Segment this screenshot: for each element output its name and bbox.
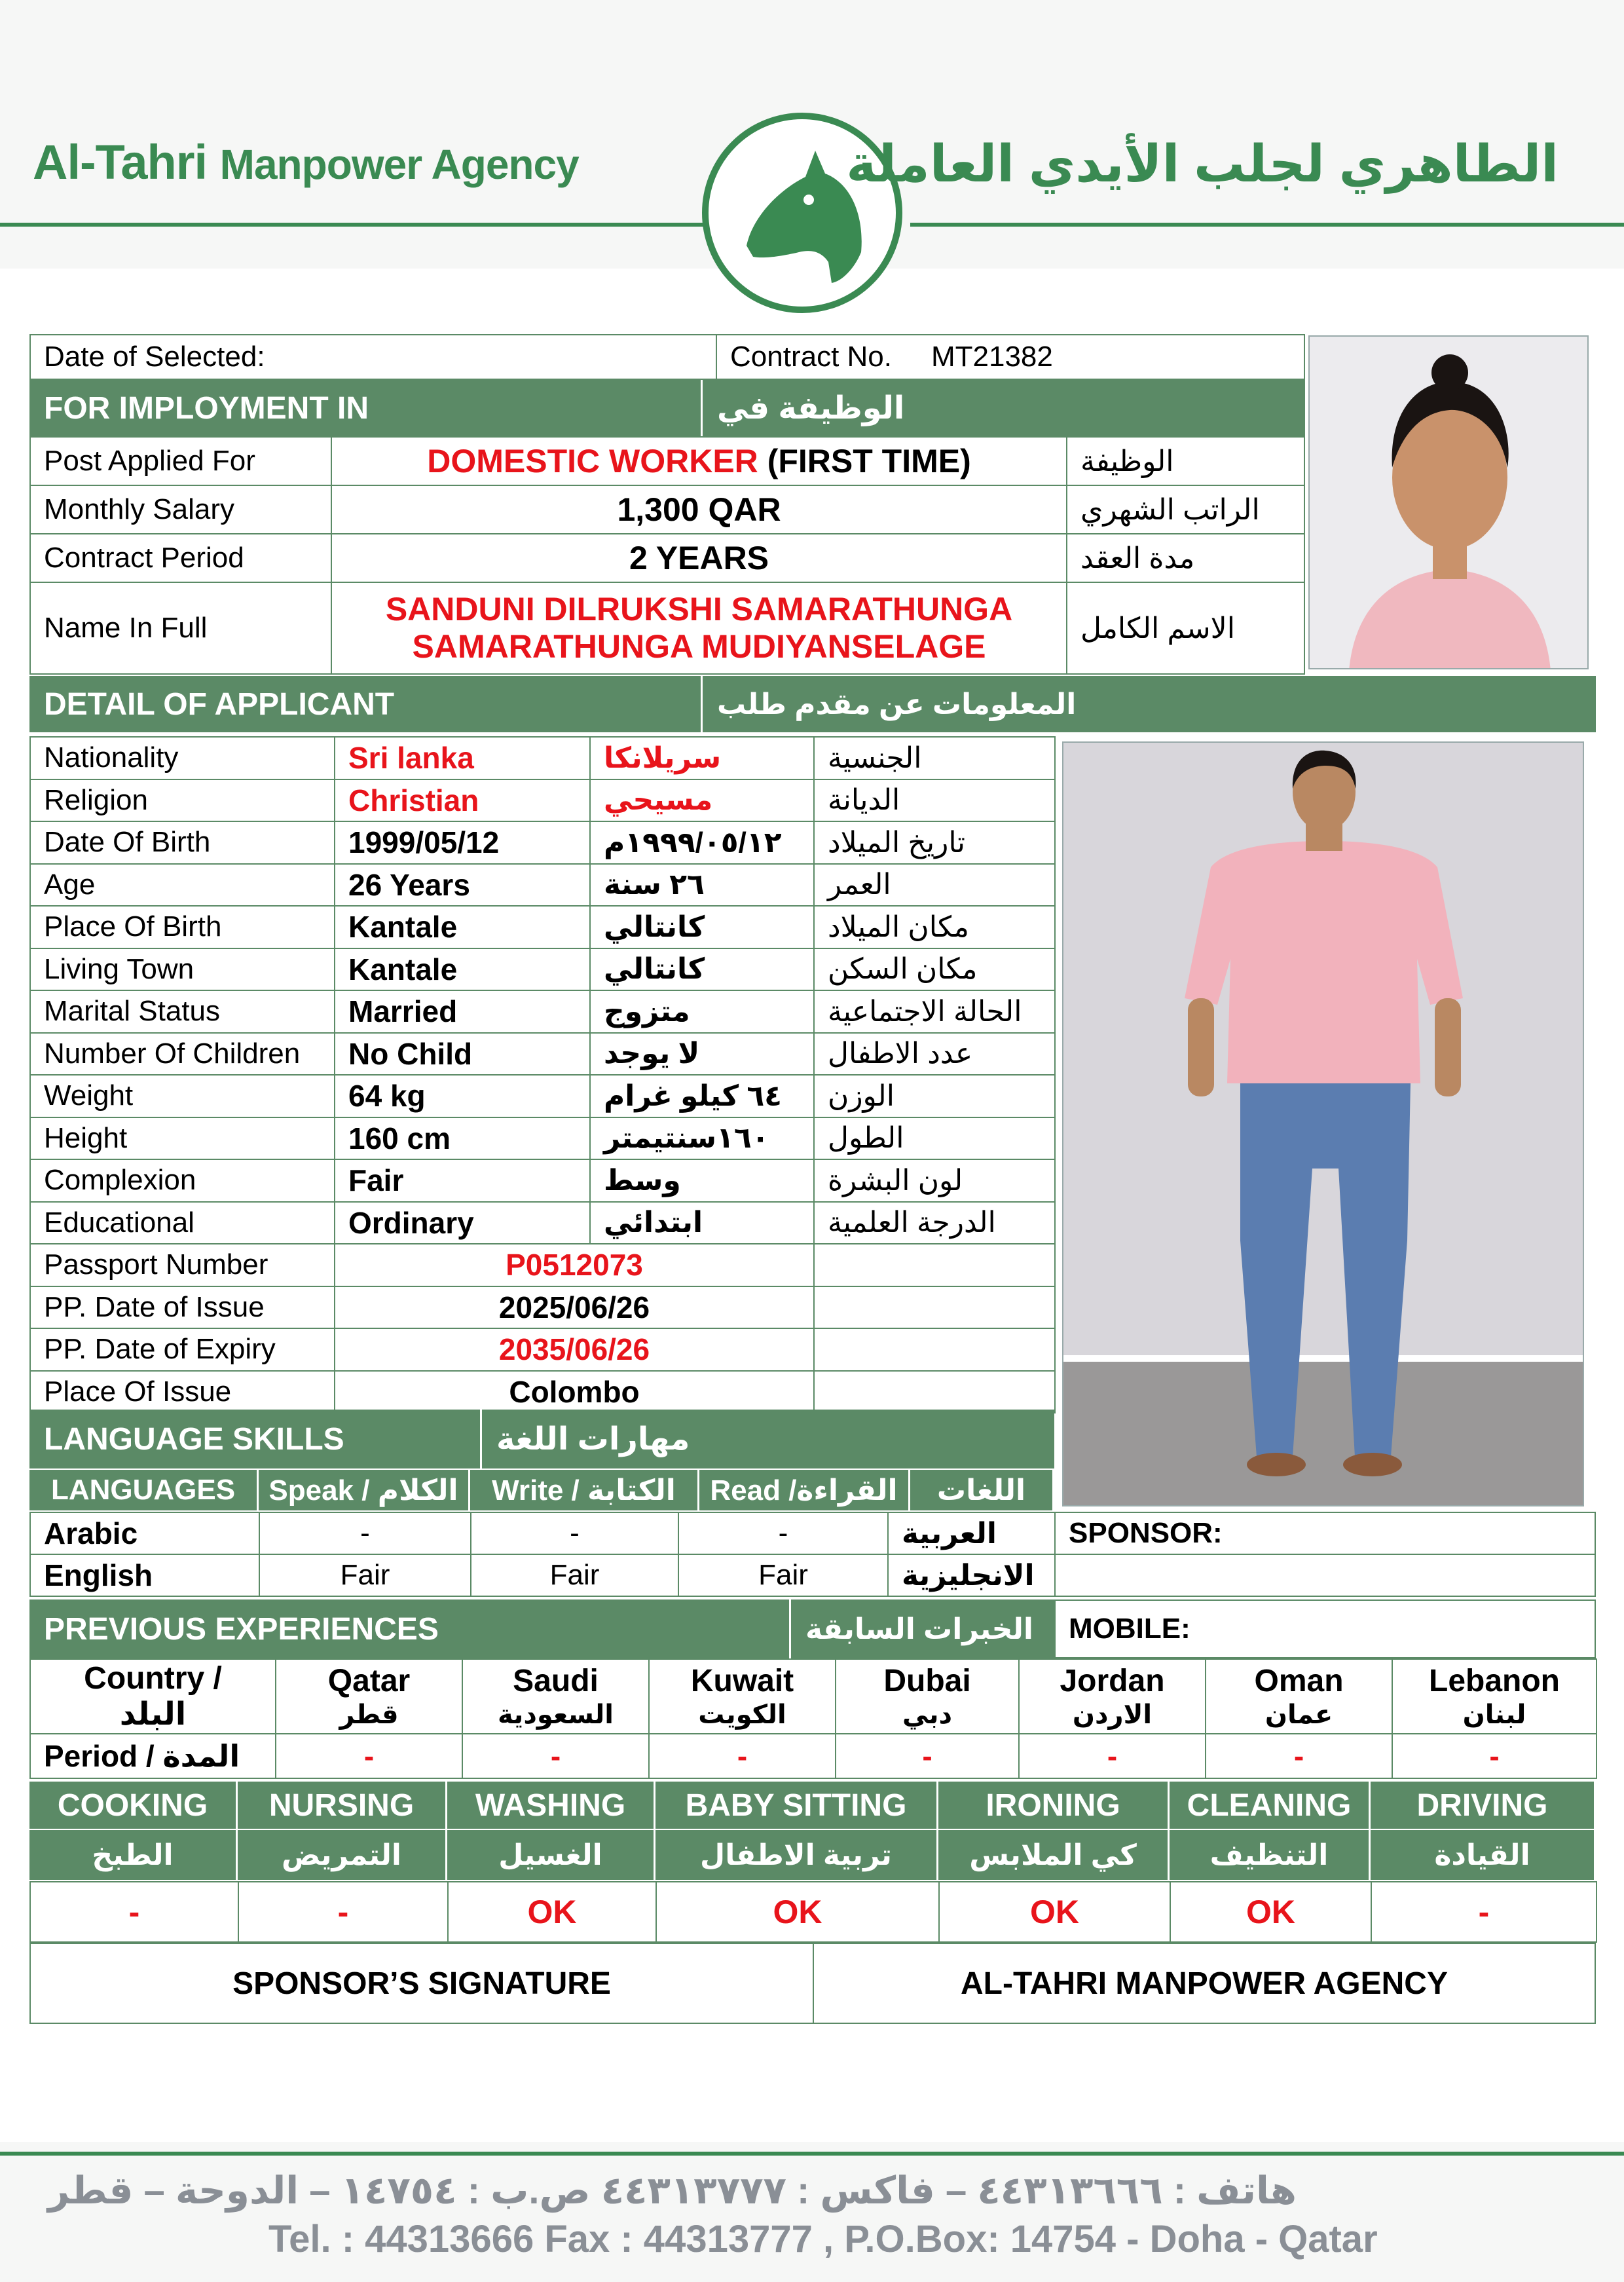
applicant-label-cell-text: Complexion: [44, 1164, 196, 1197]
language-header-text: LANGUAGES: [50, 1474, 236, 1506]
footer-ar: هاتف : ٤٤٣١٣٦٦٦ – فاكس : ٤٤٣١٣٧٧٧ ص.ب : ١٤٧٥٤ – الدوحة – قطر: [47, 2169, 1297, 2212]
applicant-label-ar-cell: [813, 779, 1056, 823]
experience-title-en: PREVIOUS EXPERIENCES: [44, 1611, 439, 1647]
skill-name-en-text: BABY SITTING: [685, 1787, 907, 1823]
employment-title-ar-cell: [703, 380, 1305, 436]
language-header: [29, 1470, 257, 1510]
skill-name-en: [655, 1782, 936, 1829]
applicant-label-cell: [29, 863, 335, 907]
applicant-value-cell: [334, 821, 591, 865]
applicant-value-cell: [334, 948, 591, 992]
applicant-label-ar-cell-text: مكان السكن: [828, 953, 978, 986]
country-ar: السعودية: [498, 1700, 614, 1729]
skill-name-en: [938, 1782, 1168, 1829]
period-label-ar: مدة العقد: [1080, 542, 1195, 574]
applicant-label-ar-cell: [813, 1201, 1056, 1245]
salary-label-ar-cell: [1066, 485, 1305, 534]
skill-name-en-text: CLEANING: [1187, 1787, 1352, 1823]
applicant-label-cell-text: Educational: [44, 1206, 194, 1239]
language-write-cell: [470, 1554, 679, 1597]
skill-name-en: [1170, 1782, 1369, 1829]
skill-value-cell-text: OK: [1246, 1894, 1295, 1930]
applicant-label-ar-cell-text: العمر: [828, 869, 891, 901]
applicant-label-ar-cell: [813, 905, 1056, 949]
country-cell: [275, 1658, 463, 1734]
post-label: Post Applied For: [44, 445, 255, 477]
applicant-value-ar-cell-text: سريلانكا: [604, 741, 722, 774]
skill-name-ar-text: التنظيف: [1209, 1839, 1329, 1871]
salary-label-cell: [29, 485, 332, 534]
post-value-cell: [331, 436, 1067, 486]
applicant-value-ar-cell: [589, 990, 815, 1034]
applicant-value-cell: [334, 1159, 591, 1203]
country-header-cell: [29, 1658, 276, 1734]
sponsor-label: SPONSOR:: [1069, 1517, 1223, 1549]
period-value-cell: [331, 533, 1067, 583]
applicant-label-ar-cell: [813, 1074, 1056, 1118]
skill-name-ar: [447, 1830, 654, 1880]
applicant-value-ar-cell: [589, 1032, 815, 1076]
skill-value-cell: [1371, 1881, 1597, 1943]
country-ar: عمان: [1264, 1700, 1333, 1729]
applicant-label-ar-cell: [813, 736, 1056, 780]
period-cell: [462, 1733, 650, 1779]
language-header-text: Speak / الكلام: [268, 1474, 458, 1506]
language-name-ar-cell: [887, 1512, 1056, 1555]
salary-value-cell: [331, 485, 1067, 534]
agency-name-en: [33, 134, 579, 190]
passport-blank-cell: [813, 1370, 1056, 1414]
applicant-label-ar-cell-text: الدرجة العلمية: [828, 1206, 996, 1239]
applicant-label-cell-text: Living Town: [44, 952, 194, 985]
applicant-value-ar-cell-text: ٦٤ كيلو غرام: [604, 1079, 783, 1112]
applicant-value-ar-cell: [589, 1117, 815, 1161]
applicant-value-ar-cell: [589, 863, 815, 907]
passport-value-cell-text: Colombo: [509, 1374, 640, 1409]
applicant-value-cell-text: Married: [348, 994, 458, 1029]
applicant-value-ar-cell-text: متزوج: [604, 995, 690, 1028]
skill-name-ar-text: الغسيل: [498, 1839, 602, 1871]
period-cell: [1205, 1733, 1393, 1779]
applicant-value-cell-text: Fair: [348, 1163, 404, 1198]
sponsor-signature-cell: [29, 1943, 814, 2024]
skill-name-en-text: DRIVING: [1416, 1787, 1548, 1823]
passport-value-cell: [334, 1370, 815, 1414]
country-ar: الاردن: [1072, 1700, 1153, 1729]
language-write-cell-text: -: [570, 1517, 580, 1549]
applicant-label-cell-text: Number Of Children: [44, 1037, 301, 1070]
language-speak-cell-text: -: [360, 1517, 370, 1549]
country-cell: [835, 1658, 1020, 1734]
period-label: Contract Period: [44, 542, 244, 574]
applicant-label-ar-cell-text: عدد الاطفال: [828, 1038, 973, 1070]
passport-label-cell: [29, 1243, 335, 1287]
contract-number: MT21382: [931, 341, 1053, 373]
language-name-cell-text: Arabic: [44, 1516, 138, 1550]
skill-value-cell: [29, 1881, 239, 1943]
applicant-value-ar-cell: [589, 1074, 815, 1118]
agency-name-en-sub: Manpower Agency: [219, 141, 579, 188]
applicant-label-ar-cell-text: لون البشرة: [828, 1164, 963, 1197]
passport-label-cell-text: PP. Date of Expiry: [44, 1333, 276, 1366]
date-selected-cell: [29, 334, 717, 380]
period-header-cell: [29, 1733, 276, 1779]
agency-signature: AL-TAHRI MANPOWER AGENCY: [961, 1966, 1448, 2001]
applicant-value-ar-cell: [589, 821, 815, 865]
applicant-label-cell: [29, 1201, 335, 1245]
language-name-ar-cell: [887, 1554, 1056, 1597]
language-header: [910, 1470, 1052, 1510]
language-name-ar-cell-text: العربية: [902, 1517, 997, 1550]
applicant-label-cell: [29, 1074, 335, 1118]
applicant-label-cell-text: Nationality: [44, 741, 179, 774]
period-cell: [648, 1733, 836, 1779]
skill-name-en-text: NURSING: [268, 1787, 415, 1823]
country-ar: لبنان: [1462, 1700, 1526, 1729]
applicant-value-ar-cell-text: لا يوجد: [604, 1038, 700, 1070]
passport-value-cell-text: 2025/06/26: [498, 1290, 650, 1324]
language-name-ar-cell-text: الانجليزية: [902, 1559, 1035, 1592]
applicant-label-cell: [29, 990, 335, 1034]
applicant-label-ar-cell-text: الجنسية: [828, 741, 922, 774]
skill-value-cell: [238, 1881, 449, 1943]
skill-name-ar-text: الطبخ: [92, 1839, 174, 1871]
name-label-ar: الاسم الكامل: [1080, 612, 1235, 645]
language-header-text: اللغات: [936, 1474, 1026, 1506]
country-cell: [1392, 1658, 1597, 1734]
skill-name-en: [447, 1782, 654, 1829]
full-body-photo: [1062, 741, 1584, 1506]
mobile-cell: [1054, 1599, 1596, 1658]
applicant-value-cell-text: No Child: [348, 1036, 473, 1071]
applicant-label-cell: [29, 1159, 335, 1203]
applicant-label-cell: [29, 1032, 335, 1076]
applicant-value-ar-cell: [589, 779, 815, 823]
country-cell: [462, 1658, 650, 1734]
applicant-value-cell: [334, 863, 591, 907]
applicant-value-ar-cell-text: ٢٦ سنة: [604, 869, 705, 901]
header-line-left: [0, 223, 714, 227]
applicant-value-ar-cell: [589, 736, 815, 780]
country-header-country_label_en: Country /: [84, 1660, 222, 1696]
post-value-black: (FIRST TIME): [758, 443, 971, 479]
country-en: Jordan: [1060, 1664, 1165, 1699]
skill-name-en-text: IRONING: [986, 1787, 1120, 1823]
applicant-label-ar-cell: [813, 990, 1056, 1034]
applicant-label-ar-cell: [813, 821, 1056, 865]
skill-name-ar: [238, 1830, 445, 1880]
sponsor-blank-cell: [1054, 1554, 1596, 1597]
applicant-label-cell: [29, 821, 335, 865]
applicant-value-ar-cell-text: وسط: [604, 1164, 681, 1197]
period-label-ar-cell: [1066, 533, 1305, 583]
applicant-value-ar-cell-text: مسيحي: [604, 784, 713, 817]
applicant-label-cell: [29, 948, 335, 992]
language-read-cell-text: Fair: [758, 1559, 808, 1591]
applicant-value-ar-cell: [589, 1159, 815, 1203]
language-name-cell: [29, 1512, 260, 1555]
country-cell: [1018, 1658, 1206, 1734]
skill-name-en: [238, 1782, 445, 1829]
applicant-value-ar-cell-text: كانتالي: [604, 953, 705, 986]
applicant-label-cell-text: Height: [44, 1121, 128, 1154]
language-title-en: LANGUAGE SKILLS: [44, 1421, 344, 1457]
applicant-label-ar-cell-text: الوزن: [828, 1079, 895, 1112]
footer-line: [0, 2152, 1624, 2156]
passport-blank-cell: [813, 1243, 1056, 1287]
skill-value-cell: [938, 1881, 1171, 1943]
applicant-value-cell-text: 26 Years: [348, 867, 470, 902]
skill-name-ar: [29, 1830, 236, 1880]
salary-label: Monthly Salary: [44, 493, 235, 525]
country-en: Kuwait: [690, 1664, 794, 1699]
name-value-cell: [331, 582, 1067, 675]
applicant-value-cell-text: 64 kg: [348, 1079, 426, 1113]
passport-value-cell-text: P0512073: [506, 1248, 643, 1282]
period-cell-text: -: [363, 1739, 375, 1773]
country-en: Dubai: [883, 1664, 971, 1699]
language-header-text: Write / الكتابة: [492, 1474, 676, 1506]
sponsor-signature: SPONSOR’S SIGNATURE: [232, 1966, 611, 2001]
period-cell-text: -: [737, 1739, 748, 1773]
name-line2: SAMARATHUNGA MUDIYANSELAGE: [412, 628, 986, 665]
skill-value-cell-text: -: [337, 1894, 349, 1930]
name-label: Name In Full: [44, 612, 208, 644]
applicant-value-cell-text: 1999/05/12: [348, 825, 500, 860]
applicant-label-cell-text: Weight: [44, 1079, 134, 1112]
applicant-value-ar-cell-text: ١٦٠سنتيمتر: [604, 1122, 769, 1155]
salary-label-ar: الراتب الشهري: [1080, 493, 1260, 526]
footer-en: Tel. : 44313666 Fax : 44313777 , P.O.Box: 14754 - Doha - Qatar: [268, 2218, 1378, 2260]
contract-label: Contract No.: [730, 341, 892, 373]
applicant-label-ar-cell-text: الديانة: [828, 784, 900, 817]
country-cell: [648, 1658, 836, 1734]
passport-label-cell: [29, 1370, 335, 1414]
contract-cell: [716, 334, 1305, 380]
portrait-photo: [1308, 335, 1589, 669]
applicant-value-cell: [334, 1074, 591, 1118]
skill-name-ar: [938, 1830, 1168, 1880]
period-cell-text: -: [922, 1739, 932, 1773]
period-cell-text: -: [1489, 1739, 1500, 1773]
employment-title-ar: الوظيفة في: [717, 391, 905, 426]
skill-name-ar-text: كي الملابس: [969, 1839, 1137, 1871]
applicant-label-ar-cell: [813, 948, 1056, 992]
applicant-label-cell-text: Marital Status: [44, 995, 220, 1028]
header-line-right: [910, 223, 1624, 227]
country-header-country_label_ar: البلد: [119, 1697, 187, 1732]
applicant-label-cell: [29, 736, 335, 780]
language-header: [470, 1470, 697, 1510]
skill-value-cell-text: OK: [527, 1894, 577, 1930]
skill-name-en-text: COOKING: [57, 1787, 208, 1823]
applicant-value-cell-text: Sri lanka: [348, 741, 474, 776]
passport-value-cell: [334, 1286, 815, 1330]
period-cell-text: -: [1293, 1739, 1304, 1773]
language-write-cell-text: Fair: [549, 1559, 600, 1591]
country-en: Lebanon: [1429, 1664, 1560, 1699]
country-ar: الكويت: [698, 1700, 786, 1729]
employment-title-en: FOR IMPLOYMENT IN: [44, 390, 369, 426]
country-ar: دبي: [902, 1700, 952, 1729]
applicant-value-cell: [334, 1117, 591, 1161]
name-line1: SANDUNI DILRUKSHI SAMARATHUNGA: [385, 590, 1013, 627]
applicant-label-cell: [29, 1117, 335, 1161]
applicant-value-cell: [334, 736, 591, 780]
applicant-value-cell: [334, 990, 591, 1034]
date-selected-label: Date of Selected:: [44, 341, 265, 373]
language-speak-cell: [259, 1554, 471, 1597]
period-label-cell: [29, 533, 332, 583]
applicant-label-ar-cell-text: الطول: [828, 1122, 904, 1155]
passport-label-cell-text: PP. Date of Issue: [44, 1290, 265, 1323]
language-header-text: Read /القراءة: [710, 1474, 898, 1506]
applicant-label-ar-cell-text: تاريخ الميلاد: [828, 826, 965, 859]
name-label-cell: [29, 582, 332, 675]
applicant-value-ar-cell: [589, 905, 815, 949]
applicant-title-ar-cell: [703, 676, 1596, 732]
skill-value-cell: [447, 1881, 657, 1943]
applicant-label-ar-cell-text: الحالة الاجتماعية: [828, 995, 1022, 1028]
experience-title-ar: الخبرات السابقة: [805, 1613, 1033, 1645]
agency-signature-cell: [813, 1943, 1596, 2024]
salary-value: 1,300 QAR: [617, 491, 781, 528]
name-label-ar-cell: [1066, 582, 1305, 675]
skill-value-cell-text: -: [128, 1894, 140, 1930]
language-speak-cell: [259, 1512, 471, 1555]
sponsor-cell: [1054, 1512, 1596, 1555]
post-label-cell: [29, 436, 332, 486]
skill-name-en: [1371, 1782, 1594, 1829]
country-cell: [1205, 1658, 1393, 1734]
language-read-cell-text: -: [778, 1517, 788, 1549]
passport-value-cell: [334, 1243, 815, 1287]
skill-value-cell-text: OK: [1030, 1894, 1079, 1930]
applicant-label-ar-cell: [813, 1032, 1056, 1076]
post-label-ar: الوظيفة: [1080, 445, 1174, 477]
language-title-ar: مهارات اللغة: [496, 1422, 690, 1457]
skill-value-cell-text: -: [1478, 1894, 1490, 1930]
post-value-red: DOMESTIC WORKER: [427, 443, 758, 479]
applicant-label-cell: [29, 905, 335, 949]
passport-label-cell: [29, 1328, 335, 1372]
period-value: 2 YEARS: [629, 540, 769, 576]
period-header-cell-text: Period / المدة: [44, 1739, 240, 1773]
skill-name-ar: [655, 1830, 936, 1880]
country-ar: قطر: [339, 1700, 399, 1729]
applicant-value-cell-text: Kantale: [348, 910, 458, 945]
country-en: Qatar: [327, 1664, 411, 1699]
period-cell: [1018, 1733, 1206, 1779]
language-name-cell: [29, 1554, 260, 1597]
skill-name-ar-text: التمريض: [282, 1839, 401, 1871]
passport-label-cell: [29, 1286, 335, 1330]
language-name-cell-text: English: [44, 1558, 153, 1592]
skill-name-ar-text: القيادة: [1434, 1839, 1530, 1871]
applicant-label-cell-text: Religion: [44, 783, 148, 816]
skill-value-cell: [1170, 1881, 1372, 1943]
country-en: Saudi: [513, 1664, 599, 1699]
skill-value-cell-text: OK: [773, 1894, 822, 1930]
applicant-value-cell-text: Christian: [348, 783, 479, 817]
applicant-value-ar-cell-text: كانتالي: [604, 910, 705, 943]
mobile-label: MOBILE:: [1069, 1613, 1190, 1645]
applicant-title-en: DETAIL OF APPLICANT: [44, 686, 395, 722]
passport-value-cell-text: 2035/06/26: [498, 1332, 650, 1367]
applicant-label-ar-cell-text: مكان الميلاد: [828, 910, 970, 943]
applicant-title-ar: المعلومات عن مقدم طلب: [717, 688, 1077, 720]
applicant-label-ar-cell: [813, 1159, 1056, 1203]
post-label-ar-cell: [1066, 436, 1305, 486]
applicant-value-cell: [334, 905, 591, 949]
passport-blank-cell: [813, 1328, 1056, 1372]
applicant-label-cell: [29, 779, 335, 823]
language-write-cell: [470, 1512, 679, 1555]
applicant-value-ar-cell-text: ١٩٩٩/٠٥/١٢م: [604, 826, 782, 859]
experience-title-ar-cell: [791, 1599, 1054, 1658]
agency-name-en-main: Al-Tahri: [33, 135, 208, 189]
applicant-value-ar-cell-text: ابتدائي: [604, 1206, 703, 1239]
applicant-value-ar-cell: [589, 1201, 815, 1245]
skill-name-ar: [1371, 1830, 1594, 1880]
skill-name-ar: [1170, 1830, 1369, 1880]
passport-value-cell: [334, 1328, 815, 1372]
skill-name-en: [29, 1782, 236, 1829]
period-cell-text: -: [1107, 1739, 1118, 1773]
language-read-cell: [678, 1512, 889, 1555]
applicant-label-cell-text: Date Of Birth: [44, 826, 211, 859]
language-header: [259, 1470, 468, 1510]
period-cell: [275, 1733, 463, 1779]
language-title-ar-cell: [482, 1410, 1054, 1468]
passport-label-cell-text: Place Of Issue: [44, 1375, 232, 1408]
applicant-label-ar-cell: [813, 863, 1056, 907]
applicant-label-cell-text: Place Of Birth: [44, 910, 222, 943]
applicant-value-cell-text: Ordinary: [348, 1205, 474, 1240]
applicant-value-cell-text: Kantale: [348, 952, 458, 986]
applicant-label-cell-text: Age: [44, 868, 96, 901]
agency-name-ar: الطاهري لجلب الأيدي العاملة: [846, 135, 1559, 193]
applicant-value-cell: [334, 1201, 591, 1245]
period-cell-text: -: [550, 1739, 561, 1773]
applicant-value-ar-cell: [589, 948, 815, 992]
language-speak-cell-text: Fair: [340, 1559, 390, 1591]
applicant-value-cell-text: 160 cm: [348, 1121, 451, 1155]
language-header: [699, 1470, 908, 1510]
skill-name-ar-text: تربية الاطفال: [700, 1839, 892, 1871]
skill-value-cell: [655, 1881, 940, 1943]
period-cell: [835, 1733, 1020, 1779]
skill-name-en-text: WASHING: [475, 1787, 626, 1823]
language-read-cell: [678, 1554, 889, 1597]
country-en: Oman: [1254, 1664, 1344, 1699]
passport-blank-cell: [813, 1286, 1056, 1330]
passport-label-cell-text: Passport Number: [44, 1248, 268, 1281]
applicant-label-ar-cell: [813, 1117, 1056, 1161]
applicant-value-cell: [334, 779, 591, 823]
applicant-value-cell: [334, 1032, 591, 1076]
period-cell: [1392, 1733, 1597, 1779]
